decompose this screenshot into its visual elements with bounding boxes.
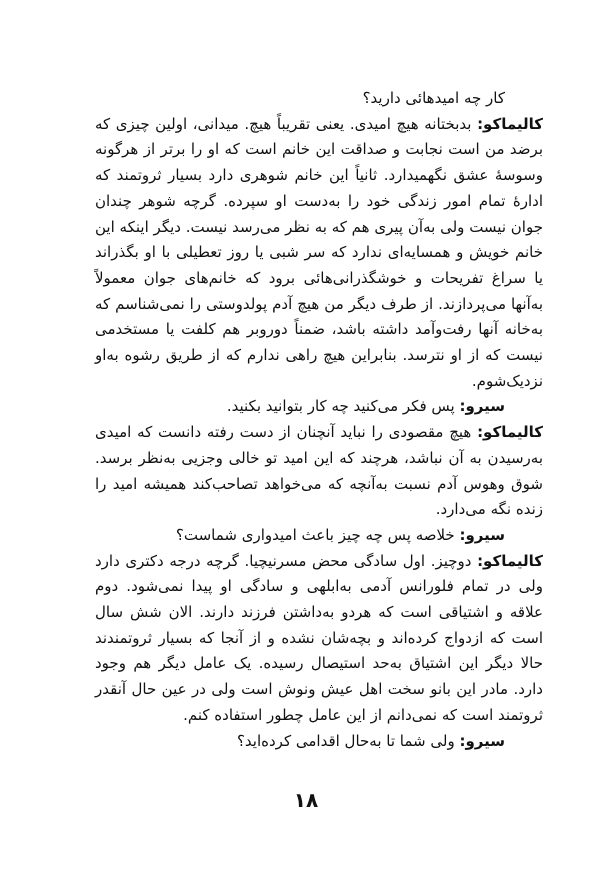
dialogue-paragraph xyxy=(95,112,543,395)
speaker-name: کالیماکو: xyxy=(477,551,543,570)
paragraph-text: دوچیز. اول سادگی محض مسرنیچیا. گرچه درجه دکتری دارد ولی در تمام فلورانس آدمی به‌ابلهی و سادگی او پیدا نمی‌شود. دوم علاقه و اشتیاقی است که هردو به‌داشتن فرزند دارند. الان شش سال است که ازدواج کرده‌اند و بچه‌شان نشده و از آنجا که بسیار ثروتمندند حالا دیگر این اشتیاق به‌حد استیصال رسیده. یک عامل دیگر هم وجود دارد. مادر این بانو سخت اهل عیش ونوش است ولی در عین حال آنقدر ثروتمند است که نمی‌دانم از این عامل چطور استفاده کنم. xyxy=(95,551,543,724)
speaker-name: سیرو: xyxy=(459,731,505,750)
dialogue-paragraph xyxy=(95,394,543,420)
paragraph-text: هیچ مقصودی را نباید آنچنان از دست رفته دانست که امیدی به‌رسیدن به آن نباشد، هرچند که این امید تو خالی وجزیی به‌نظر برسد. شوق وهوس آدم نسبت به‌آنچه که می‌خواهد تصاحب‌کند همیشه امید را زنده نگه می‌دارد. xyxy=(95,423,543,519)
paragraph-text: بدبختانه هیچ امیدی. یعنی تقریباً هیچ. میدانی، اولین چیزی که برضد من است نجابت و صداقت این خانم است که او را برتر از هرگونه وسوسهٔ عشق نگهمیدارد. ثانیاً این خانم شوهری دارد بسیار ثروتمند که ادارهٔ تمام امور زندگی خود را به‌دست او سپرده. گرچه شوهر چندان جوان نیست ولی به‌آن پیری هم که به نظر می‌رسد نیست. دیگر اینکه این خانم خویش و همسایه‌ای ندارد که سر شبی یا روز تعطیلی با او بگذراند یا سراغ تفریحات و خوشگذرانی‌هائی برود که خانم‌های جوان معمولاً به‌آنها می‌پردازند. از طرف دیگر من هیچ آدم پولدوستی را نمی‌شناسم که به‌خانه آنها رفت‌وآمد داشته باشد، ضمناً دوروبر هم کلفت یا مستخدمی نیست که از او نترسد. بنابراین هیچ راهی ندارم که از طریق رشوه به‌او نزدیک‌شوم. xyxy=(95,114,543,390)
speaker-name: سیرو: xyxy=(459,525,505,544)
paragraph-text: پس فکر می‌کنید چه کار بتوانید بکنید. xyxy=(226,397,460,416)
dialogue-paragraph xyxy=(95,86,543,112)
dialogue-paragraph xyxy=(95,420,543,523)
speaker-name: سیرو: xyxy=(459,397,505,416)
paragraph-text: ولی شما تا به‌حال اقدامی کرده‌اید؟ xyxy=(236,731,460,750)
speaker-name: کالیماکو: xyxy=(477,423,543,442)
paragraph-text: کار چه امیدهائی دارید؟ xyxy=(362,89,505,107)
page-number: ١٨ xyxy=(293,788,319,812)
dialogue-paragraph xyxy=(95,549,543,729)
dialogue-paragraph xyxy=(95,523,543,549)
speaker-name: کالیماکو: xyxy=(477,114,543,133)
dialogue-paragraph xyxy=(95,729,543,755)
dialogue-text xyxy=(95,86,543,754)
paragraph-text: خلاصه پس چه چیز باعث امیدواری شماست؟ xyxy=(175,525,460,544)
